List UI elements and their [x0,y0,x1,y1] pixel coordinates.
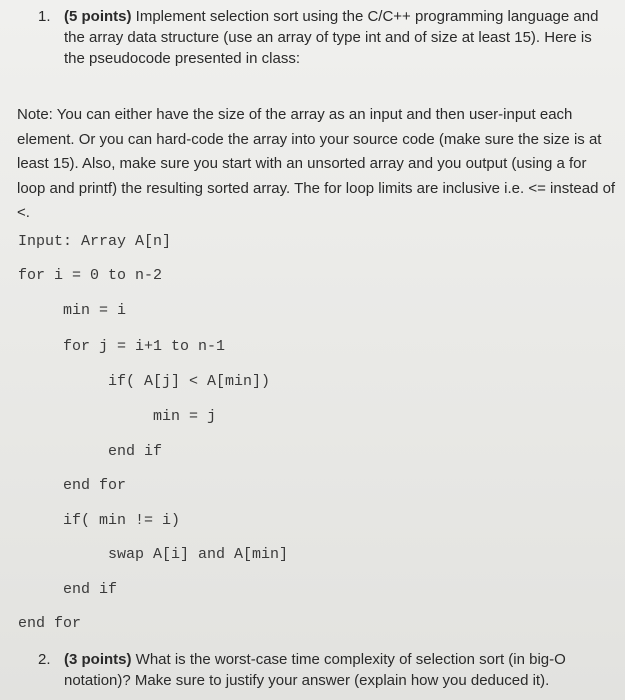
code-line-12: end for [18,615,82,632]
code-line-4: for j = i+1 to n-1 [63,338,226,355]
code-line-7: end if [108,443,163,460]
question-2-points: (3 points) [64,651,132,668]
question-1-text [64,6,610,69]
question-2 [40,649,610,691]
code-line-3: min = i [63,302,127,319]
code-line-1: Input: Array A[n] [18,233,172,250]
code-line-5: if( A[j] < A[min]) [108,373,271,390]
question-1-body: Implement selection sort using the C/C++ programming language and the array data structure (use an array of type int and of size at least 15). Here is the pseudocode presented in class: [64,8,599,67]
code-line-8: end for [63,477,127,494]
code-line-10: swap A[i] and A[min] [108,546,289,563]
question-2-text [64,649,610,691]
code-line-9: if( min != i) [63,512,181,529]
question-1 [40,6,610,69]
code-line-2: for i = 0 to n-2 [18,267,163,284]
note-paragraph: Note: You can either have the size of the array as an input and then user-input each element. Or you can hard-code the array into your source code (make sure the size is at least 15). Also, make sure you start with an unsorted array and you output (using a for loop and printf) the resulting sorted array. The for loop limits are inclusive i.e. <= instead of <. [17,106,616,221]
code-line-11: end if [63,581,118,598]
question-1-points: (5 points) [64,8,132,25]
question-2-body: What is the worst-case time complexity of selection sort (in big-O notation)? Make sure to justify your answer (explain how you deduced it). [64,651,566,689]
question-2-number: 2. [38,651,51,668]
code-line-6: min = j [153,408,217,425]
question-1-number: 1. [38,8,51,25]
